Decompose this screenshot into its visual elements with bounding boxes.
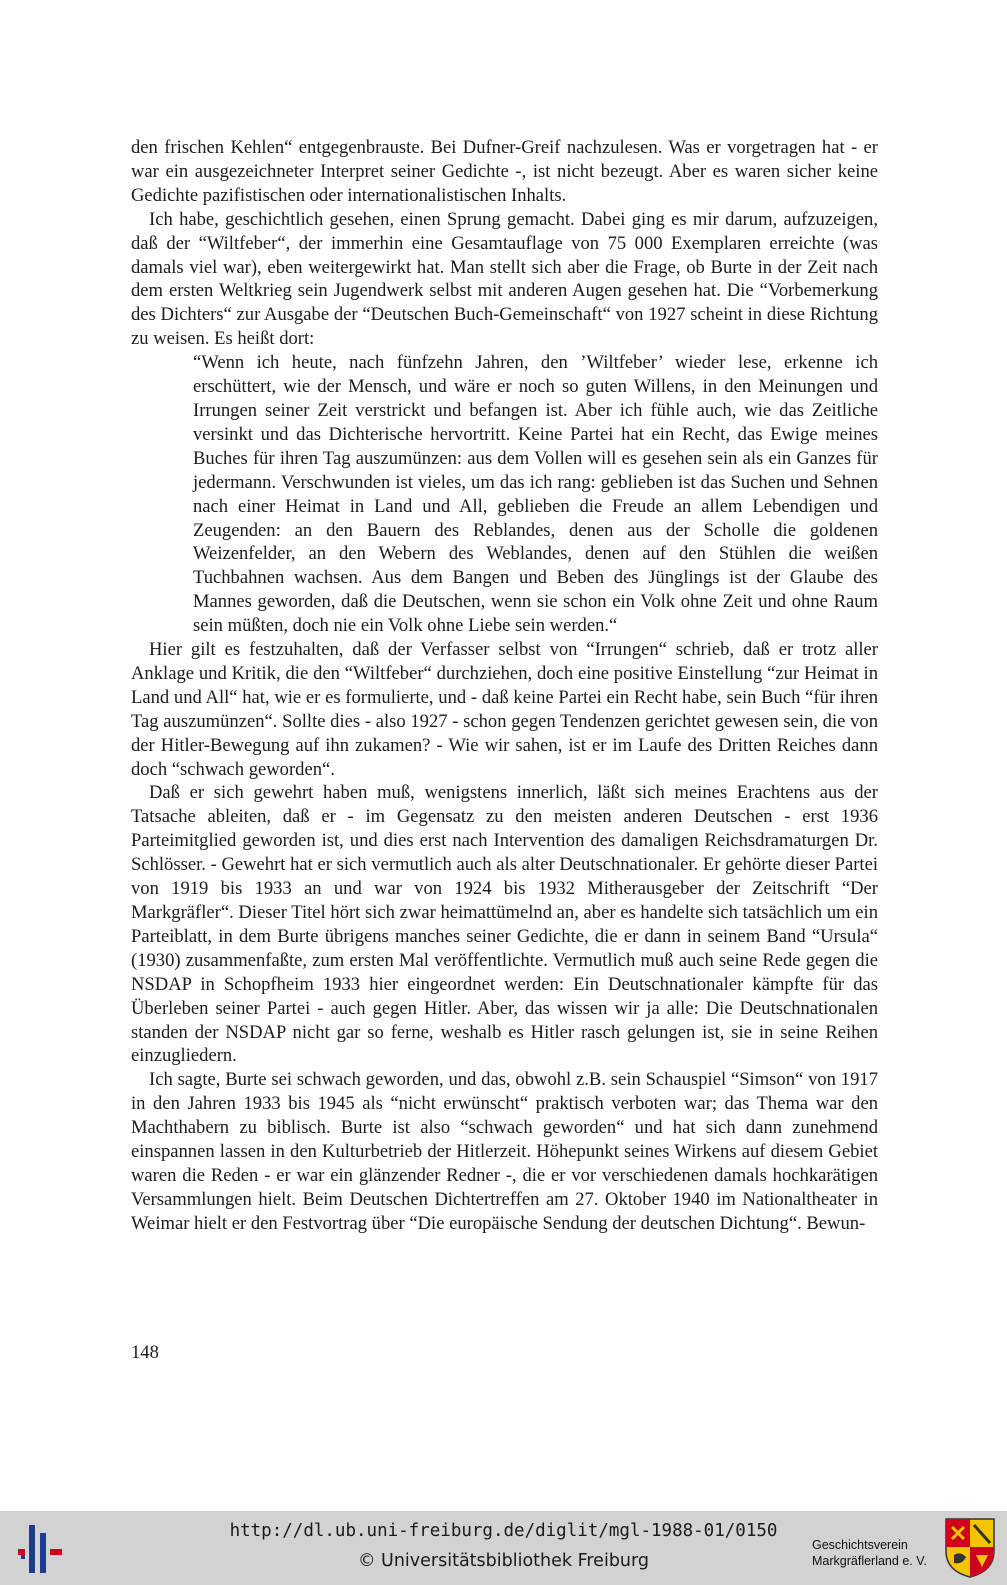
paragraph-continuation: den frischen Kehlen“ entgegenbrauste. Bei Dufner-Greif nachzulesen. Was er vorgetragen hat - er war ein ausgezeichneter Interpret seiner Gedichte -, ist nicht bezeugt. Aber es waren sicher keine Gedichte pazifistischen oder internationalistischen Inhalts.: [131, 137, 878, 206]
paragraph: Daß er sich gewehrt haben muß, wenigstens innerlich, läßt sich meines Erachtens aus der Tatsache ableiten, daß er - im Gegensatz zu den meisten anderen Deutschen - erst 1936 Parteimitglied geworden ist, und dies erst nach Intervention des damaligen Reichsdramaturgen Dr. Schlösser. - Gewehrt hat er sich vermutlich auch als alter Deutschnationaler. Er gehörte dieser Partei von 1919 bis 1933 an und war von 1924 bis 1932 Mitherausgeber der Zeitschrift “Der Markgräfler“. Dieser Titel hört sich zwar heimattümelnd an, aber es handelte sich tatsächlich um ein Parteiblatt, in dem Burte übrigens manches seiner Gedichte, die er dann in seinem Band “Ursula“ (1930) zusammenfaßte, zum ersten Mal veröffentlichte. Vermutlich muß auch seine Rede gegen die NSDAP in Schopfheim 1933 hier eingeordnet werden: Ein Deutschnationaler kämpfte für das Überleben seiner Partei - auch gegen Hitler. Aber, das wissen wir ja alle: Die Deutschnationalen standen der NSDAP nicht gar so ferne, weshalb es Hitler rasch gelungen ist, sie in seine Reihen einzugliedern.: [131, 782, 878, 1067]
footer-url-link[interactable]: http://dl.ub.uni-freiburg.de/diglit/mgl-1988-01/0150: [229, 1521, 778, 1541]
society-name-line2: Markgräflerland e. V.: [812, 1554, 927, 1568]
block-quote: “Wenn ich heute, nach fünfzehn Jahren, den ’Wiltfeber’ wieder lese, erkenne ich erschüttert, wie der Mensch, und wäre er noch so guten Willens, in den Meinungen und Irrungen seiner Zeit verstrickt und befangen ist. Aber ich fühle auch, wie das Zeitliche versinkt und das Dichterische hervortritt. Keine Partei hat ein Recht, das Ewige meines Buches für ihren Tag auszumünzen: aus dem Vollen will es gesehen sein als ein Ganzes für jedermann. Verschwunden ist vieles, um das ich rang: geblieben ist das Suchen und Sehnen nach einer Heimat in Land und All, geblieben die Freude an allem Lebendigen und Zeugenden: an den Bauern des Reblandes, denen aus der Scholle die goldenen Weizenfelder, an den Webern des Weblandes, denen auf den Stühlen die weißen Tuchbahnen wachsen. Aus dem Bangen und Beben des Jünglings ist der Glaube des Mannes geworden, daß die Deutschen, wenn sie schon ein Volk ohne Zeit und ohne Raum sein müßten, doch nie ein Volk ohne Liebe sein werden.“: [193, 352, 878, 637]
document-body: [131, 136, 878, 1236]
footer-bar: [0, 1511, 1007, 1585]
society-name: [812, 1537, 927, 1569]
paragraph: Hier gilt es festzuhalten, daß der Verfasser selbst von “Irrungen“ schrieb, daß er trotz aller Anklage und Kritik, die den “Wiltfeber“ durchziehen, doch eine positive Einstellung “zur Heimat in Land und All“ hat, wie er es formulierte, und - daß keine Partei ein Recht habe, sein Buch “für ihren Tag auszumünzen“. Sollte dies - also 1927 - schon gegen Tendenzen gerichtet gewesen sein, die von der Hitler-Bewegung auf ihn zukamen? - Wie wir sahen, ist er im Laufe des Dritten Reiches dann doch “schwach geworden“.: [131, 639, 878, 780]
paragraph: Ich habe, geschichtlich gesehen, einen Sprung gemacht. Dabei ging es mir darum, aufzuzeigen, daß der “Wiltfeber“, der immerhin eine Gesamtauflage von 75 000 Exemplaren erreichte (was damals viel war), eben weitergewirkt hat. Man stellt sich aber die Frage, ob Burte in der Zeit nach dem ersten Weltkrieg sein Jugendwerk selbst mit anderen Augen gesehen hat. Die “Vorbemerkung des Dichters“ zur Ausgabe der “Deutschen Buch-Gemeinschaft“ von 1927 scheint in diese Richtung zu weisen. Es heißt dort:: [131, 208, 878, 350]
footer-copyright: © Universitätsbibliothek Freiburg: [357, 1551, 650, 1571]
society-name-line1: Geschichtsverein: [812, 1538, 908, 1552]
paragraph: Ich sagte, Burte sei schwach geworden, und das, obwohl z.B. sein Schauspiel “Simson“ von 1917 in den Jahren 1933 bis 1945 als “nicht erwünscht“ praktisch verboten war; das Thema war den Machthabern zu biblisch. Burte ist also “schwach geworden“ und hat sich dann zunehmend einspannen lassen in den Kulturbetrieb der Hitlerzeit. Höhepunkt seines Wirkens auf diesem Gebiet waren die Reden - er war ein glänzender Redner -, die er vor verschiedenen damals hochkarätigen Versammlungen hielt. Beim Deutschen Dichtertreffen am 27. Oktober 1940 im Nationaltheater in Weimar hielt er den Festvortrag über “Die europäische Sendung der deutschen Dichtung“. Bewun-: [131, 1069, 878, 1234]
coat-of-arms-icon[interactable]: [944, 1517, 996, 1579]
page-number: 148: [131, 1342, 159, 1363]
